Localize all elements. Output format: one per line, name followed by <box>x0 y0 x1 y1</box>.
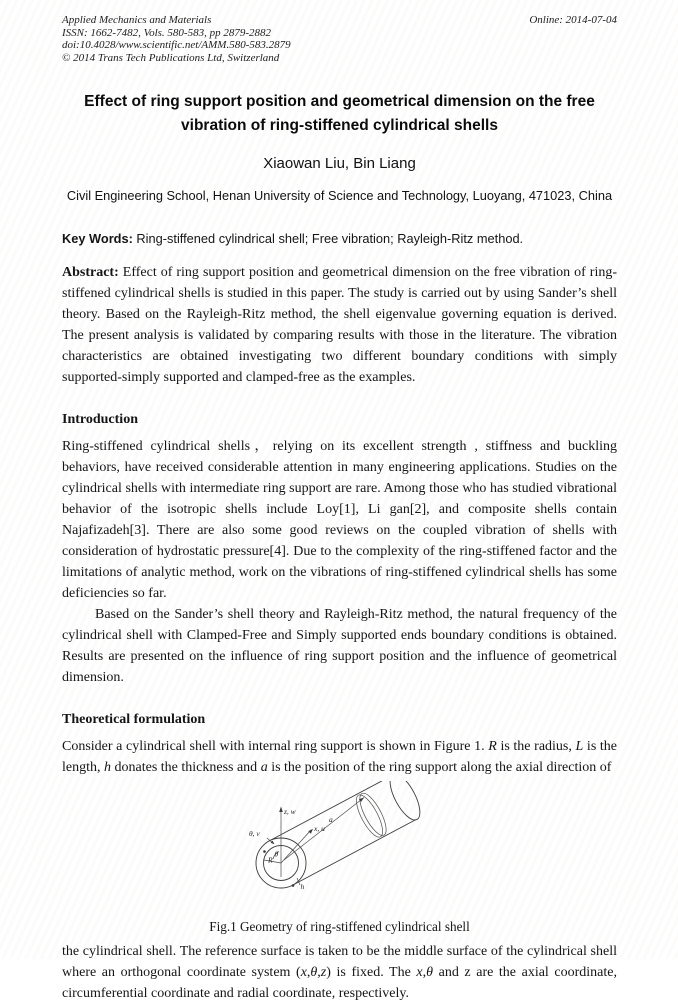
keywords-line <box>62 230 617 247</box>
introduction-paragraph-2: Based on the Sander’s shell theory and Rayleigh-Ritz method, the natural frequency of the cylindrical shell with Clamped-Free and Simply supported ends boundary conditions is obtained. Results are presented on the influence of ring support position and the influence of geometrical dimension. <box>62 607 617 685</box>
ring-position-label: a <box>329 815 333 824</box>
radius-label: R <box>268 855 273 865</box>
keywords-label: Key Words: <box>62 231 133 246</box>
abstract-text: Effect of ring support position and geometrical dimension on the free vibration of ring-stiffened cylindrical shells is studied in this paper. The study is carried out by using Sander’s shell theory. Based on the Rayleigh-Ritz method, the shell eigenvalue governing equation is derived. The present analysis is validated by comparing results with those in the literature. The vibration characteristics are obtained investigating two different boundary conditions with simply supported-simply supported and clamped-free as the examples. <box>62 265 617 385</box>
affiliation: Civil Engineering School, Henan University of Science and Technology, Luoyang, 471023, China <box>66 188 613 203</box>
paper-title: Effect of ring support position and geometrical dimension on the free vibration of ring-stiffened cylindrical shells <box>84 93 595 134</box>
surface-point-dot <box>263 850 266 853</box>
keywords-text: Ring-stiffened cylindrical shell; Free vibration; Rayleigh-Ritz method. <box>132 231 524 246</box>
z-axis-arrow <box>279 807 283 813</box>
doi-line: doi:10.4028/www.scientific.net/AMM.580-583.2879 <box>62 39 291 51</box>
theta-angle-label: θ <box>274 849 279 859</box>
authors: Xiaowan Liu, Bin Liang <box>263 155 416 172</box>
online-date: Online: 2014-07-04 <box>529 14 617 26</box>
journal-header <box>62 14 617 64</box>
section-heading-introduction: Introduction <box>62 412 138 427</box>
ring-support-arc-2 <box>355 790 391 839</box>
theory-paragraph-1: Consider a cylindrical shell with internal ring support is shown in Figure 1. R is the radius, L is the length, h donates the thickness and a is the position of the ring support along the axial direction of <box>62 739 617 775</box>
theta-axis-label: θ, v <box>249 829 260 838</box>
thickness-label: h <box>300 882 305 891</box>
cylinder-end-cap <box>384 781 426 824</box>
figure-1 <box>62 781 617 917</box>
journal-header-left <box>62 14 291 64</box>
cylinder-shell-diagram <box>243 781 475 917</box>
introduction-paragraph-1: Ring-stiffened cylindrical shells，relying on its excellent strength , stiffness and buckling behaviors, have received considerable attention in many engineering applications. Studies on the cylindrical shells with intermediate ring support are rare. Among those who has studied vibrational behavior of the isotropic shells include Loy[1], Li gan[2], and composite shells contain Najafizadeh[3]. There are also some good reviews on the coupled vibration of shells with consideration of hydrostatic pressure[4]. Due to the complexity of the ring-stiffened factor and the limitations of analytic method, work on the vibrations of ring-stiffened cylindrical shells has some deficiencies so far. <box>62 439 617 601</box>
x-axis-arrow <box>308 829 313 834</box>
x-axis-label: x, u <box>314 824 325 833</box>
issn-line: ISSN: 1662-7482, Vols. 580-583, pp 2879-2882 <box>62 26 271 39</box>
section-heading-theory: Theoretical formulation <box>62 712 206 727</box>
z-axis-label: z, w <box>284 807 296 816</box>
theory-paragraph-2: the cylindrical shell. The reference surface is taken to be the middle surface of the cylindrical shell where an orthogonal coordinate system (x,θ,z) is fixed. The x,θ and z are the axial coordinate, circumferential coordinate and radial coordinate, respectively. <box>62 944 617 1001</box>
abstract-paragraph <box>62 262 617 388</box>
figure-caption: Fig.1 Geometry of ring-stiffened cylindrical shell <box>209 919 470 934</box>
edge-point-dot <box>292 884 295 887</box>
journal-name: Applied Mechanics and Materials <box>62 14 212 26</box>
cylinder-bottom-edge <box>293 819 417 885</box>
ring-support-arc-1 <box>351 791 387 840</box>
copyright-line: © 2014 Trans Tech Publications Ltd, Switzerland <box>62 51 280 64</box>
abstract-label: Abstract: <box>62 265 119 280</box>
